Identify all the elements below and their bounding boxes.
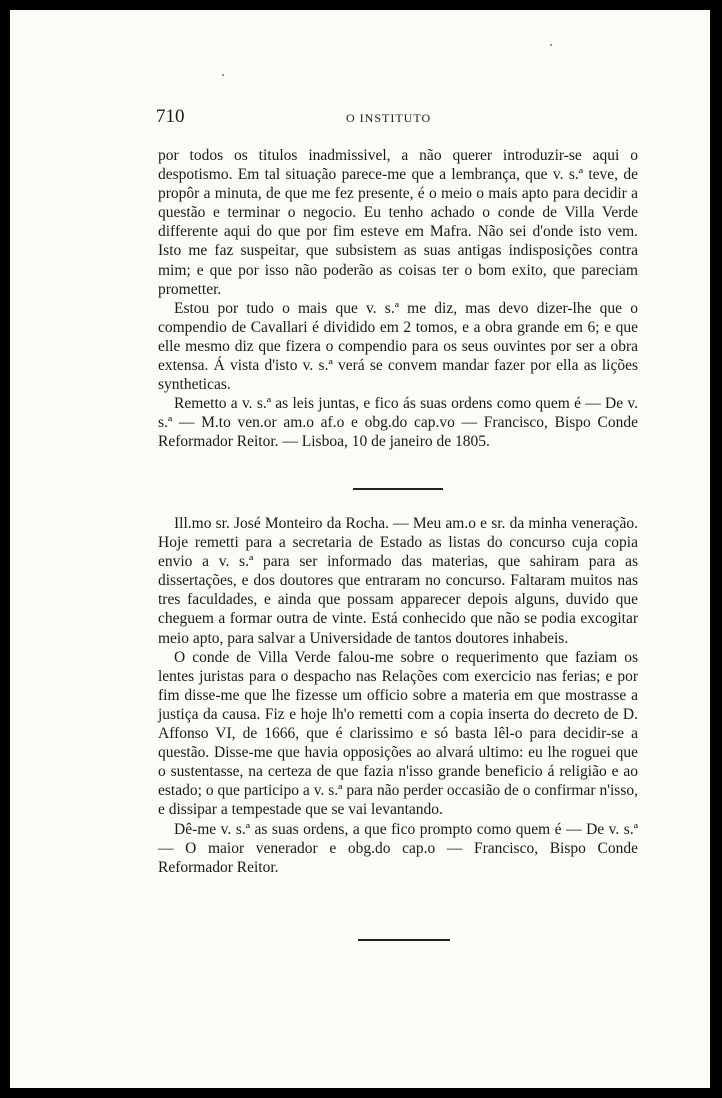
running-head: O INSTITUTO: [346, 111, 432, 125]
letter-1-paragraph-2: Estou por tudo o mais que v. s.ª me diz, mas devo dizer-lhe que o compendio de Cavallari é dividido em 2 tomos, e a obra grande em 6; e que elle mesmo diz que fizera o compendio para os seus ouvintes por ser a obra extensa. Á vista d'isto v. s.ª verá se convem mandar fazer por ella as lições syntheticas.: [158, 299, 638, 394]
section-divider: [353, 488, 443, 490]
letter-1-paragraph-1: por todos os titulos inadmissivel, a não querer introduzir-se aqui o despotismo. Em tal situação parece-me que a lembrança, que v. s.ª teve, de propôr a minuta, de que me fez presente, é o meio o mais apto para decidir a questão e terminar o negocio. Eu tenho achado o conde de Villa Verde differente aqui do que por fim esteve em Mafra. Não sei d'onde isto vem. Isto me faz suspeitar, que subsistem as suas antigas indisposições contra mim; e que por isso não poderão as coisas ter o bom exito, que pareciam prometter.: [158, 147, 638, 298]
letter-2-paragraph-3: Dê-me v. s.ª as suas ordens, a que fico prompto como quem é — De v. s.ª — O maior venerador e obg.do cap.o — Francisco, Bispo Conde Reformador Reitor.: [158, 820, 638, 876]
letter-2-paragraph-1: Ill.mo sr. José Monteiro da Rocha. — Meu am.o e sr. da minha veneração. Hoje remetti para a secretaria de Estado as listas do concurso cuja copia envio a v. s.ª para ser informado das materias, que sahiram para as dissertações, e dos doutores que entraram no concurso. Faltaram muitos nas tres faculdades, e ainda que possam apparecer depois alguns, duvido que cheguem a formar outra de vinte. Está conhecido que não se podia excogitar meio apto, para salvar a Universidade de tantos doutores inhabeis.: [158, 515, 638, 647]
page-number: 710: [156, 106, 185, 127]
scan-speck: [222, 74, 224, 76]
letter-1-paragraph-3: Remetto a v. s.ª as leis juntas, e fico ás suas ordens como quem é — De v. s.ª — M.to ven.or am.o af.o e obg.do cap.vo — Francisco, Bispo Conde Reformador Reitor. — Lisboa, 10 de janeiro de 1805.: [158, 395, 638, 451]
scan-speck: [550, 44, 552, 46]
letter-2: [158, 514, 638, 877]
page-header: [156, 106, 628, 130]
section-divider-end: [358, 939, 450, 941]
book-page: [10, 10, 710, 1088]
letter-2-paragraph-2: O conde de Villa Verde falou-me sobre o requerimento que faziam os lentes juristas para o despacho nas Relações com exercicio nas ferias; e por fim disse-me que lhe fizesse um officio sobre a materia em que mostrasse a justiça da causa. Fiz e hoje lh'o remetti com a copia inserta do decreto de D. Affonso VI, de 1666, que é clarissimo e só basta lêl-o para decidir-se a questão. Disse-me que havia opposições ao alvará ultimo: eu lhe roguei que o sustentasse, na certeza de que fazia n'isso grande beneficio á religião e ao estado; o que participo a v. s.ª para não perder occasião de o confirmar n'isso, e dissipar a tempestade que se vai levantando.: [158, 648, 638, 819]
letter-1: [158, 146, 638, 452]
